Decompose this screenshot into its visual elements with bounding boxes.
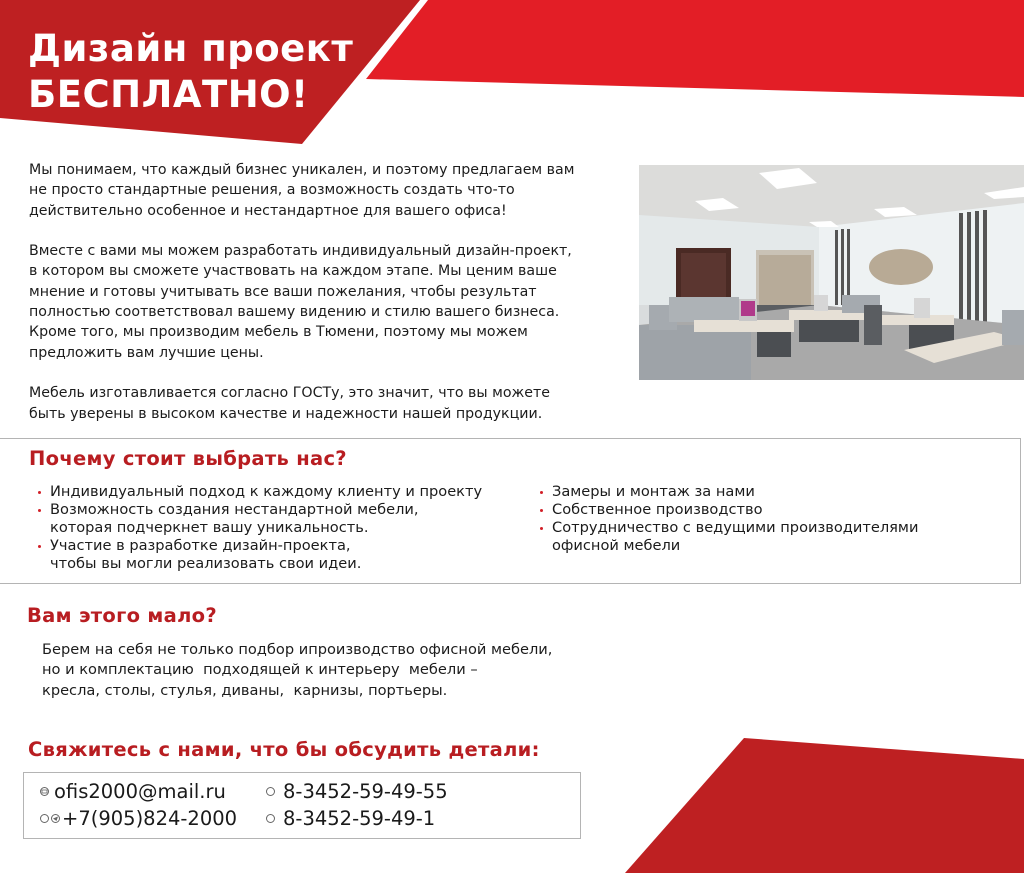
phone1-contact[interactable] — [266, 780, 448, 803]
intro-text — [29, 160, 629, 444]
intro-paragraph-1: Мы понимаем, что каждый бизнес уникален, и поэтому предлагаем вам не просто стандартные решения, а возможность создать что-то действительно особенное и нестандартное для вашего офиса! — [29, 162, 575, 219]
telegram-icon — [51, 814, 60, 823]
list-item: Собственное производство — [538, 501, 998, 519]
bright-red-banner — [366, 0, 1024, 97]
why-list-left — [36, 483, 516, 573]
why-title: Почему стоит выбрать нас? — [29, 447, 347, 470]
email-link[interactable]: ofis2000@mail.ru — [54, 780, 226, 803]
phone2-link[interactable]: 8-3452-59-49-1 — [283, 807, 436, 830]
email-contact[interactable] — [40, 780, 226, 803]
intro-paragraph-3: Мебель изготавливается согласно ГОСТу, это значит, что вы можете быть уверены в высоком качестве и надежности нашей продукции. — [29, 385, 550, 422]
why-list-right — [538, 483, 998, 555]
office-photo — [639, 165, 1024, 380]
list-item: Индивидуальный подход к каждому клиенту и проекту — [36, 483, 516, 501]
more-text: Берем на себя не только подбор ипроизводство офисной мебели, но и комплектацию подходящей к интерьеру мебели – кресла, столы, стулья, диваны, карнизы, портьеры. — [42, 641, 553, 699]
hero-title-line2: БЕСПЛАТНО! — [28, 73, 309, 116]
whatsapp-icon — [40, 814, 49, 823]
mobile-contact[interactable] — [40, 807, 237, 830]
mobile-phone-link[interactable]: +7(905)824-2000 — [62, 807, 238, 830]
list-item: Возможность создания нестандартной мебели, которая подчеркнет вашу уникальность. — [36, 501, 516, 537]
hero-title — [28, 26, 353, 118]
email-icon — [40, 787, 49, 796]
phone-icon — [266, 814, 275, 823]
list-item: Замеры и монтаж за нами — [538, 483, 998, 501]
intro-paragraph-2: Вместе с вами мы можем разработать индивидуальный дизайн-проект, в котором вы сможете участвовать на каждом этапе. Мы ценим ваше мнение и готовы учитывать все ваши пожелания, чтобы результат полностью соответствовал вашему видению и стилю вашего бизнеса. Кроме того, мы производим мебель в Тюмени, поэтому мы можем предложить вам лучшие цены. — [29, 243, 572, 361]
more-title: Вам этого мало? — [27, 604, 217, 627]
list-item: Участие в разработке дизайн-проекта, чтобы вы могли реализовать свои идеи. — [36, 537, 516, 573]
phone1-link[interactable]: 8-3452-59-49-55 — [283, 780, 448, 803]
phone-icon — [266, 787, 275, 796]
list-item: Сотрудничество с ведущими производителями офисной мебели — [538, 519, 998, 555]
contact-title: Свяжитесь с нами, что бы обсудить детали: — [28, 738, 540, 761]
phone2-contact[interactable] — [266, 807, 435, 830]
hero-title-line1: Дизайн проект — [28, 27, 354, 70]
